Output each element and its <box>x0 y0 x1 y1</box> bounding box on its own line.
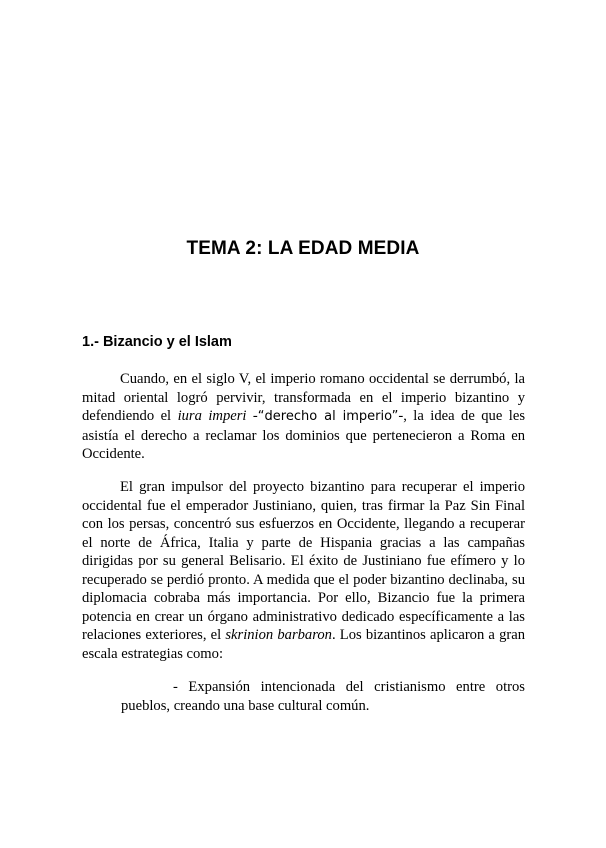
paragraph-1-quoted-translation: “derecho al imperio” <box>257 409 399 424</box>
paragraph-1 <box>82 370 525 464</box>
paragraph-2 <box>82 478 525 663</box>
paragraph-2-text-a: El gran impulsor del proyecto bizantino para recuperar el imperio occidental fue el emperador Justiniano, quien, tras firmar la Paz Sin Final con los persas, concentró sus esfuerzos en Occidente, llegando a recuperar el norte de África, Italia y parte de Hispania gracias a las campañas dirigidas por su general Belisario. El éxito de Justiniano fue efímero y lo recuperado se perdió pronto. A medida que el poder bizantino declinaba, su diplomacia cobraba más importancia. Por ello, Bizancio fue la primera potencia en crear un órgano administrativo dedicado específicamente a las relaciones exteriores, el <box>82 479 525 643</box>
paragraph-1-italic-term: iura imperi <box>177 408 247 424</box>
paragraph-2-italic-term: skrinion barbaron <box>225 627 332 643</box>
paragraph-1-text-a: Cuando, en el siglo V, el imperio romano occidental se derrumbó, la mitad oriental logró pervivir, transformada en el imperio bizantino y defendiendo el <box>82 371 525 424</box>
paragraph-1-text-c: -, la idea de que les asistía el derecho a reclamar los dominios que pertenecieron a Roma en Occidente. <box>82 408 525 462</box>
list-item: - Expansión intencionada del cristianismo entre otros pueblos, creando una base cultural común. <box>121 679 525 714</box>
paragraph-1-text-b: - <box>246 408 258 424</box>
page-title: TEMA 2: LA EDAD MEDIA <box>186 238 420 259</box>
paragraph-2-text-b: . Los bizantinos aplicaron a gran escala estrategias como: <box>82 627 526 662</box>
section-heading: 1.- Bizancio y el Islam <box>82 334 232 350</box>
